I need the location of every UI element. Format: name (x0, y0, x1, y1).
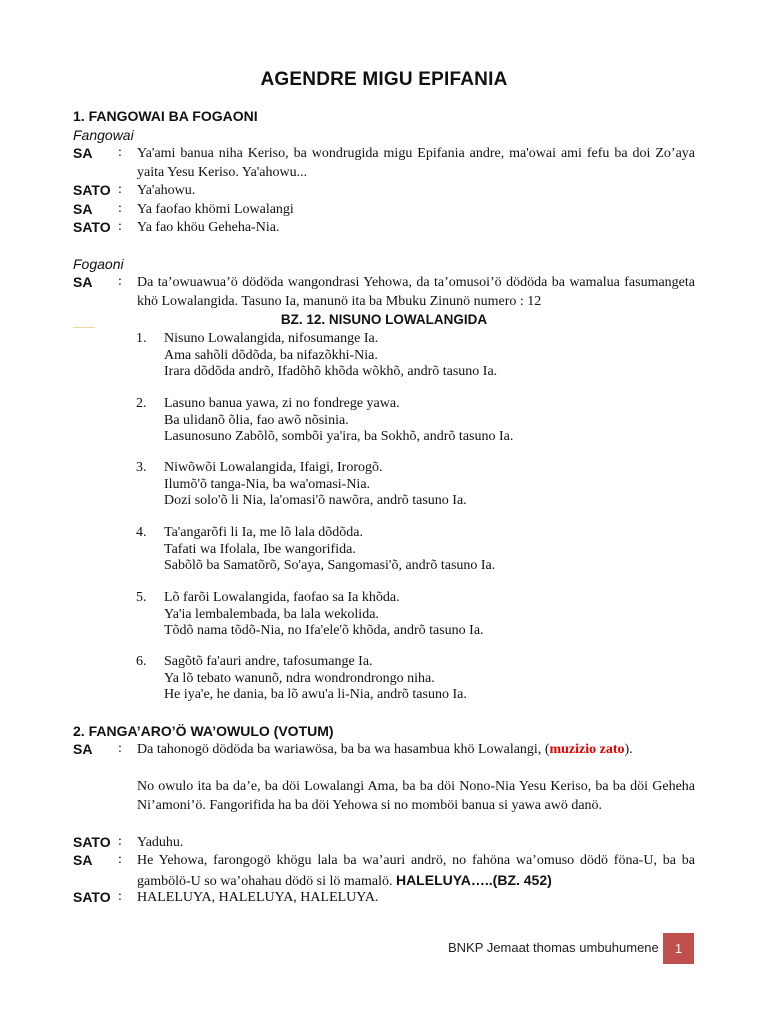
line-text-part: ). (624, 742, 633, 757)
verse-line: Ya'ia lembalembada, ba lala wekolida. (164, 606, 379, 622)
divider (73, 327, 95, 328)
line-text: Ya fao khöu Geheha-Nia. (137, 220, 280, 235)
colon: : (118, 201, 122, 216)
colon: : (118, 274, 122, 289)
hymn-title: BZ. 12. NISUNO LOWALANGIDA (280, 312, 488, 327)
verse-number: 6. (136, 654, 147, 669)
section-1-heading: 1. FANGOWAI BA FOGAONI (73, 108, 258, 124)
footer-text: BNKP Jemaat thomas umbuhumene (448, 940, 659, 955)
verse-line: Ta'angarõfi li Ia, me lõ lala dõdõda. (164, 525, 364, 540)
colon: : (118, 219, 122, 234)
verse-line: Tõdõ nama tõdõ-Nia, no Ifa'ele'õ khõda, andrõ tasuno Ia. (164, 623, 484, 638)
colon: : (118, 182, 122, 197)
verse-line: Ba ulidanõ õlia, fao awõ nõsinia. (164, 412, 349, 428)
colon: : (118, 834, 122, 849)
line-text (137, 852, 695, 891)
speaker-label: SA (73, 201, 93, 217)
speaker-label: SA (73, 741, 93, 757)
colon: : (118, 145, 122, 160)
line-text: Ya faofao khömi Lowalangi (137, 202, 294, 217)
line-text: Da ta’owuawua’ö dödöda wangondrasi Yehowa, da ta’omusoi’ö dödöda ba wamalua fasumangeta khö Lowalangida. Tasuno Ia, manunö ita ba Mbuku Zinunö numero : 12 (137, 275, 695, 309)
verse-number: 3. (136, 460, 147, 475)
verse-number: 4. (136, 525, 147, 540)
colon: : (118, 889, 122, 904)
speaker-label: SATO (73, 889, 111, 905)
line-text: HALELUYA, HALELUYA, HALELUYA. (137, 890, 379, 905)
highlight-text: muzizio zato (549, 742, 625, 757)
speaker-label: SATO (73, 219, 111, 235)
verse-line: Lõ farõi Lowalangida, faofao sa Ia khõda. (164, 590, 400, 605)
verse-line: He iya'e, he dania, ba lõ awu'a li-Nia, andrõ tasuno Ia. (164, 687, 467, 702)
speaker-label: SA (73, 852, 93, 868)
verse-number: 2. (136, 396, 147, 411)
verse-line: Dozi solo'õ li Nia, la'omasi'õ nawõra, andrõ tasuno Ia. (164, 493, 467, 508)
verse-line: Ama sahõli dõdõda, ba nifazõkhi-Nia. (164, 347, 378, 363)
colon: : (118, 741, 122, 756)
page-number: 1 (663, 933, 694, 964)
verse-line: Lasuno banua yawa, zi no fondrege yawa. (164, 396, 400, 411)
colon: : (118, 852, 122, 867)
verse-line: Niwõwõi Lowalangida, Ifaigi, Irorogõ. (164, 460, 383, 475)
verse-line: Sagõtõ fa'auri andre, tafosumange Ia. (164, 654, 373, 669)
section-2-heading: 2. FANGA’ARO’Ö WA’OWULO (VOTUM) (73, 723, 334, 739)
paragraph: No owulo ita ba da’e, ba döi Lowalangi Ama, ba ba döi Nono-Nia Yesu Keriso, ba ba döi Geheha Ni’amoni’ö. Fangorifida ha ba döi Yehowa si no momböi banua si yawa awö danö. (137, 779, 695, 813)
verse-line: Irara dõdõda andrõ, Ifadõhõ khõda wõkhõ, andrõ tasuno Ia. (164, 364, 498, 379)
line-text-part: He Yehowa, farongogö khögu lala ba wa’auri andrö, no fahöna wa’omuso dödö föna-U, ba ba gambölö-U so wa’ohahau dödö si lö mamalö. (137, 853, 695, 889)
line-text-part: Da tahonogö dödöda ba wariawösa, ba ba wa hasambua khö Lowalangi, ( (137, 742, 550, 757)
line-text (137, 741, 695, 760)
speaker-label: SA (73, 145, 93, 161)
verse-line: Tafati wa Ifolala, Ibe wangorifida. (164, 541, 356, 557)
verse-number: 5. (136, 590, 147, 605)
fangowai-label: Fangowai (73, 127, 134, 143)
verse-number: 1. (136, 331, 147, 346)
speaker-label: SATO (73, 182, 111, 198)
fogaoni-label: Fogaoni (73, 256, 124, 272)
verse-line: Ya lõ tebato wanunõ, ndra wondrondrongo niha. (164, 670, 435, 686)
line-text: Ya'ami banua niha Keriso, ba wondrugida migu Epifania andre, ma'owai ami fefu ba doi Zo’aya yaita Yesu Keriso. Ya'ahowu... (137, 146, 695, 180)
document-title: AGENDRE MIGU EPIFANIA (260, 69, 508, 90)
verse-line: Lasunosuno Zabõlõ, sombõi ya'ira, ba Sokhõ, andrõ tasuno Ia. (164, 429, 514, 444)
line-text: Ya'ahowu. (137, 183, 196, 198)
verse-line: Sabõlõ ba Samatõrõ, So'aya, Sangomasi'õ, andrõ tasuno Ia. (164, 558, 496, 573)
verse-line: Ilumõ'õ tanga-Nia, ba wa'omasi-Nia. (164, 476, 371, 492)
speaker-label: SATO (73, 834, 111, 850)
verse-line: Nisuno Lowalangida, nifosumange Ia. (164, 331, 379, 346)
line-text: Yaduhu. (137, 835, 184, 850)
speaker-label: SA (73, 274, 93, 290)
bold-text: HALELUYA…..(BZ. 452) (395, 871, 552, 888)
